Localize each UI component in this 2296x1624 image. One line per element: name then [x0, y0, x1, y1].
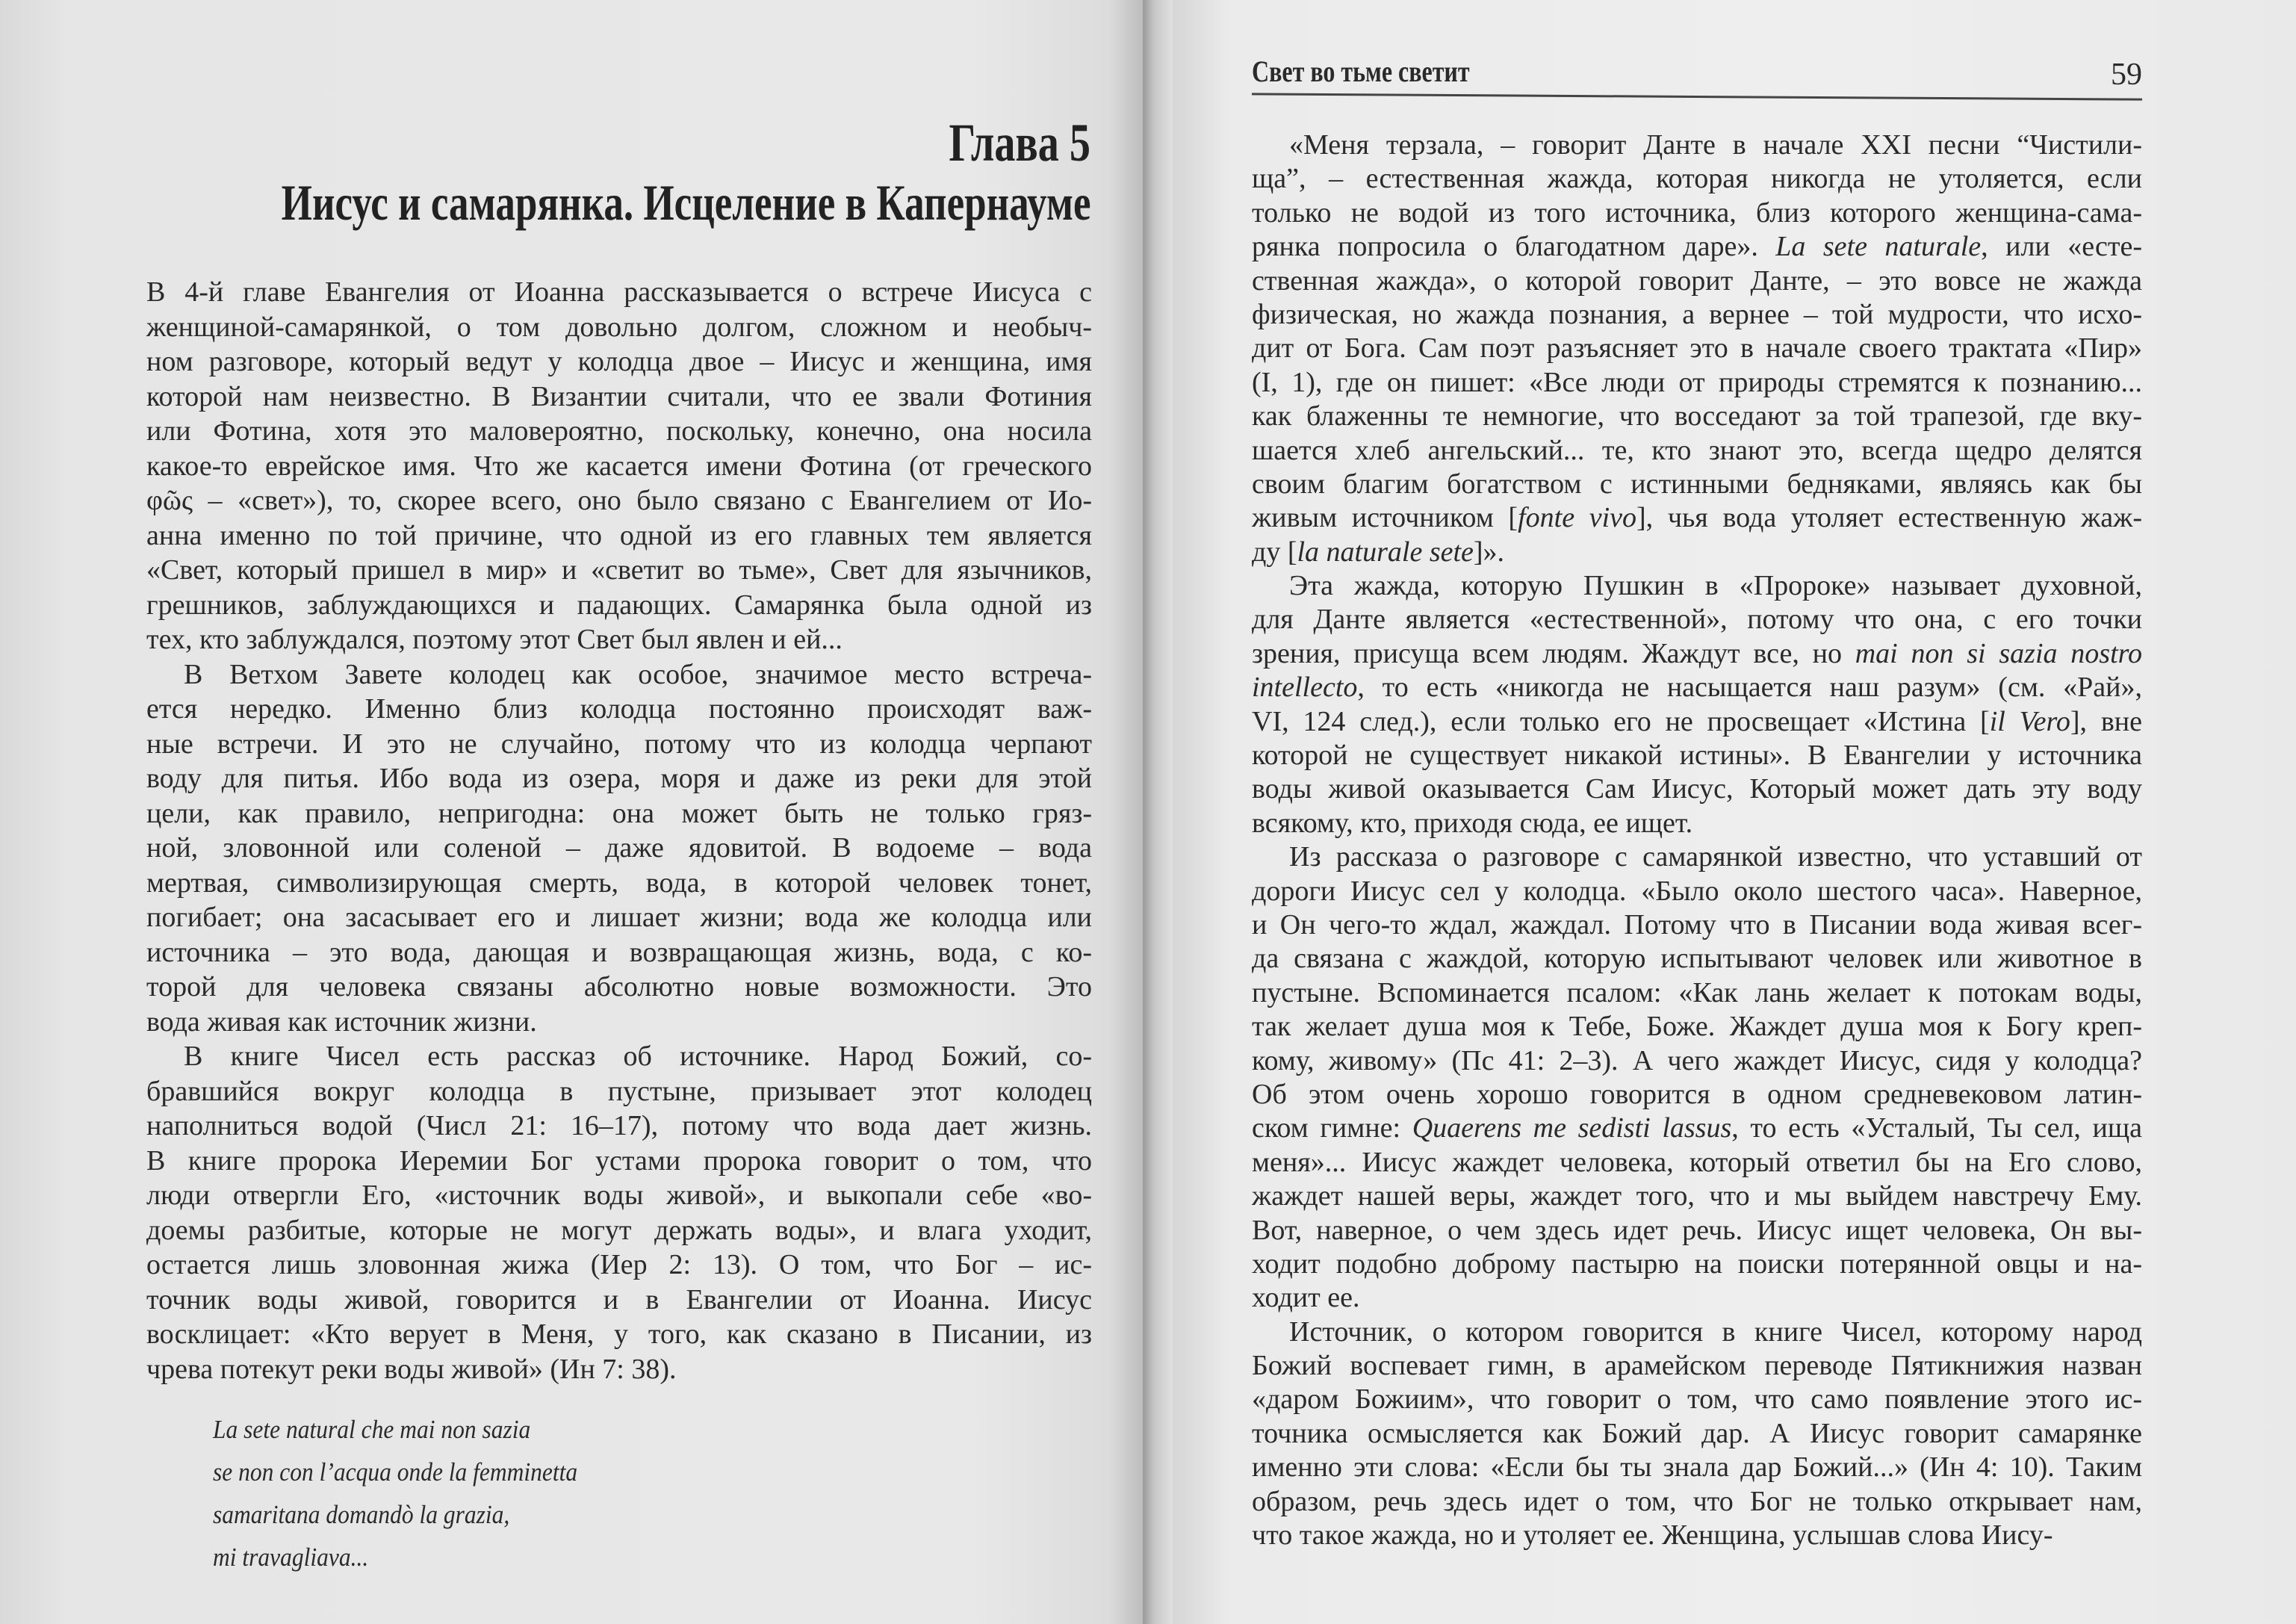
text: живым источником [ — [1252, 502, 1518, 534]
text-line — [146, 866, 1092, 901]
text: ], вне — [2070, 705, 2142, 737]
text-line — [146, 1039, 1092, 1074]
text-line — [1252, 1078, 2142, 1112]
text-line — [1252, 1349, 2142, 1383]
right-page-body — [1252, 128, 2142, 1552]
text-line — [146, 310, 1092, 345]
text: бравшийся вокруг колодца в пустыне, призывает этот колодец — [146, 1075, 1092, 1107]
text: Божий воспевает гимн, в арамейском переводе Пятикнижия назван — [1252, 1350, 2142, 1382]
text: своим благим богатством с истинными бедняками, являясь как бы — [1252, 468, 2142, 500]
text: Источник, о котором говорится в книге Чисел, которому народ — [1289, 1315, 2142, 1348]
page-number: 59 — [2111, 58, 2142, 92]
text: «даром Божиим», что говорит о том, что само появление этого ис- — [1252, 1383, 2142, 1416]
text: анна именно по той причине, что одной из его главных тем является — [146, 519, 1092, 551]
text: ходит ее. — [1252, 1282, 1360, 1314]
text: Об этом очень хорошо говорится в одном средневековом латин- — [1252, 1078, 2142, 1110]
text-line — [1252, 230, 2142, 264]
chapter-number: Глава 5 — [949, 113, 1090, 173]
text: цели, как правило, непригодна: она может быть не только гряз- — [146, 797, 1092, 829]
text: какое-то еврейское имя. Что же касается имени Фотина (от греческого — [146, 450, 1092, 482]
text: , или «есте- — [1981, 231, 2143, 263]
text-line — [146, 935, 1092, 970]
right-page — [1173, 0, 2296, 1624]
text-line — [1252, 400, 2142, 433]
text-line — [1252, 434, 2142, 468]
text-line — [146, 622, 1092, 657]
text: образом, речь здесь идет о том, что Бог не только открывает нам, — [1252, 1485, 2142, 1517]
text: и Он чего-то ждал, жаждал. Потому что в Писании вода живая всег- — [1252, 908, 2142, 940]
text: или Фотина, хотя это маловероятно, поскольку, конечно, она носила — [146, 415, 1092, 447]
text: погибает; она засасывает его и лишает жизни; вода же колодца или — [146, 902, 1092, 933]
text-line — [146, 796, 1092, 831]
text: ду [ — [1252, 536, 1297, 568]
running-head: Свет во тьме светит — [1252, 55, 1470, 88]
text-line — [1252, 603, 2142, 636]
text-line — [1252, 1146, 2142, 1180]
text: именно эти слова: «Если бы ты знала дар Божий...» (Ин 4: 10). Таким — [1252, 1451, 2142, 1484]
italic-text: La sete naturale — [1775, 231, 1982, 263]
text: ном разговоре, который ведут у колодца двое – Иисус и женщина, имя — [146, 346, 1092, 377]
text: ственная жажда», о которой говорит Данте, – это вовсе не жажда — [1252, 264, 2142, 297]
chapter-title: Иисус и самарянка. Исцеление в Капернауме — [281, 174, 1090, 231]
paragraph — [1252, 128, 2142, 569]
paragraph — [146, 657, 1092, 1040]
italic-text: fonte vivo — [1518, 502, 1637, 534]
text-line — [1252, 1417, 2142, 1451]
text-line — [146, 657, 1092, 692]
text-line — [146, 831, 1092, 866]
text: кому, живому» (Пс 41: 2–3). А чего жаждет Иисус, сидя у колодца? — [1252, 1044, 2142, 1076]
text-line — [1252, 1281, 2142, 1315]
text-line — [146, 483, 1092, 518]
text: ]». — [1473, 536, 1505, 568]
text: точник воды живой, говорится и в Евангелии от Иоанна. Иисус — [146, 1283, 1092, 1315]
text-line — [146, 379, 1092, 415]
text: В книге Чисел есть рассказ об источнике. Народ Божий, со- — [184, 1041, 1092, 1072]
text: источника – это вода, дающая и возвращающая жизнь, вода, с ко- — [146, 936, 1092, 968]
text: ском гимне: — [1252, 1112, 1412, 1144]
text: дороги Иисус сел у колодца. «Было около шестого часа». Наверное, — [1252, 875, 2142, 907]
text: рянка попросила о благодатном даре». — [1252, 231, 1776, 263]
text-line — [1252, 536, 2142, 569]
text: воды живой оказывается Сам Иисус, Который может дать эту воду — [1252, 773, 2142, 805]
text: дит от Бога. Сам поэт разъясняет это в начале своего трактата «Пир» — [1252, 332, 2142, 365]
text-line — [1252, 128, 2142, 162]
verse-line: mi travagliava... — [213, 1543, 369, 1572]
text-line — [146, 1283, 1092, 1318]
text-line — [146, 1144, 1092, 1179]
text: наполниться водой (Числ 21: 16–17), потому что вода дает жизнь. — [146, 1110, 1092, 1141]
text: которой не существует никакой истины». В Евангелии у источника — [1252, 740, 2142, 772]
italic-text: il Vero — [1989, 705, 2070, 737]
text-line — [146, 1005, 1092, 1040]
text-line — [1252, 908, 2142, 942]
verse-line: samaritana domandò la grazia, — [213, 1500, 510, 1529]
text-line — [146, 692, 1092, 727]
text: ходит подобно доброму пастырю на поиски потерянной овцы и на- — [1252, 1248, 2142, 1280]
text-line — [146, 553, 1092, 588]
text-line — [146, 1109, 1092, 1144]
book-gutter — [1143, 0, 1173, 1624]
text: тех, кто заблуждался, поэтому этот Свет был явлен и ей... — [146, 624, 843, 655]
text-line — [146, 414, 1092, 449]
text-line — [1252, 705, 2142, 739]
text-line — [1252, 1519, 2142, 1552]
text-line — [1252, 1044, 2142, 1078]
text-line — [146, 1178, 1092, 1213]
text-line — [1252, 468, 2142, 501]
text: которой нам неизвестно. В Византии считали, что ее звали Фотиния — [146, 380, 1092, 412]
text-line — [1252, 739, 2142, 772]
text-line — [1252, 637, 2142, 671]
italian-verse-quote — [213, 1408, 577, 1578]
text-line — [146, 761, 1092, 796]
text: шается хлеб ангельский... те, кто знают это, всегда щедро делятся — [1252, 434, 2142, 466]
text-line — [146, 449, 1092, 484]
text-line — [1252, 366, 2142, 400]
text-line — [1252, 1383, 2142, 1416]
text: женщиной-самарянкой, о том довольно долгом, сложном и необыч- — [146, 311, 1092, 343]
text-line — [1252, 942, 2142, 976]
text: люди отвергли Его, «источник воды живой», и выкопали себе «во- — [146, 1180, 1092, 1211]
text-line — [146, 900, 1092, 935]
text: остается лишь зловонная жижа (Иер 2: 13). О том, что Бог – ис- — [146, 1249, 1092, 1280]
text-line — [1252, 840, 2142, 874]
text-line — [1252, 298, 2142, 332]
text-line — [1252, 671, 2142, 704]
text-line — [1252, 1180, 2142, 1213]
text: доемы разбитые, которые не могут держать воды», и влага уходит, — [146, 1214, 1092, 1246]
italic-text: mai non si sazia nostro — [1855, 637, 2143, 669]
paragraph — [1252, 569, 2142, 840]
text: восклицает: «Кто верует в Меня, у того, как сказано в Писании, из — [146, 1318, 1092, 1350]
text-line — [1252, 772, 2142, 806]
text: ной, зловонной или соленой – даже ядовитой. В водоеме – вода — [146, 832, 1092, 864]
text-line — [1252, 1485, 2142, 1519]
text: как блаженны те немногие, что восседают за той трапезой, где вку- — [1252, 400, 2142, 433]
text-line — [146, 1213, 1092, 1248]
text: зрения, присуща всем людям. Жаждут все, но — [1252, 637, 1855, 669]
left-page-body — [146, 275, 1092, 1386]
text: В Ветхом Завете колодец как особое, значимое место встреча- — [184, 658, 1092, 690]
header-rule — [1252, 93, 2142, 100]
text-line — [1252, 1451, 2142, 1484]
text-line — [1252, 875, 2142, 908]
text: ные встречи. И это не случайно, потому что из колодца черпают — [146, 728, 1092, 760]
text-line — [146, 1248, 1092, 1283]
text-line — [146, 970, 1092, 1005]
italic-text: intellecto — [1252, 672, 1358, 704]
text: чрева потекут реки воды живой» (Ин 7: 38). — [146, 1353, 677, 1385]
paragraph — [146, 1039, 1092, 1386]
paragraph — [1252, 840, 2142, 1315]
italic-text: la naturale sete — [1297, 536, 1474, 568]
text-line — [1252, 569, 2142, 603]
text-line — [1252, 332, 2142, 365]
text: грешников, заблуждающихся и падающих. Самарянка была одной из — [146, 589, 1092, 621]
text: жаждет нашей веры, жаждет того, что и мы выйдем навстречу Ему. — [1252, 1180, 2142, 1212]
text: , то есть «Усталый, Ты сел, ища — [1731, 1112, 2143, 1144]
text: Вот, наверное, о чем здесь идет речь. Иисус ищет человека, Он вы- — [1252, 1214, 2142, 1246]
text: (I, 1), где он пишет: «Все люди от природы стремятся к познанию... — [1252, 366, 2142, 398]
text: только не водой из того источника, близ которого женщина-сама- — [1252, 196, 2142, 229]
italic-text: Quaerens me sedisti lassus — [1412, 1112, 1732, 1144]
text-line — [1252, 264, 2142, 298]
paragraph — [1252, 1315, 2142, 1553]
left-page — [0, 0, 1143, 1624]
text-line — [1252, 162, 2142, 196]
text: ], чья вода утоляет естественную жаж- — [1636, 502, 2142, 534]
text: вода живая как источник жизни. — [146, 1005, 537, 1038]
text-line — [1252, 196, 2142, 230]
text-line — [146, 275, 1092, 310]
text-line — [146, 727, 1092, 762]
text-line — [146, 518, 1092, 554]
text: В книге пророка Иеремии Бог устами пророка говорит о том, что — [146, 1144, 1092, 1177]
text: VI, 124 след.), если только его не просвещает «Истина [ — [1252, 705, 1990, 737]
text-line — [1252, 1214, 2142, 1248]
text-line — [1252, 1112, 2142, 1145]
text-line — [1252, 1010, 2142, 1044]
text: «Свет, который пришел в мир» и «светит во тьме», Свет для язычников, — [146, 554, 1092, 586]
text: точника осмысляется как Божий дар. А Иисус говорит самарянке — [1252, 1417, 2142, 1449]
paragraph — [146, 275, 1092, 657]
text: Эта жажда, которую Пушкин в «Пророке» называет духовной, — [1289, 570, 2142, 602]
text-line — [146, 344, 1092, 379]
text: воду для питья. Ибо вода из озера, моря и даже из реки для этой — [146, 763, 1092, 794]
text-line — [146, 1074, 1092, 1109]
text: , то есть «никогда не насыщается наш разум» (см. «Рай», — [1357, 672, 2142, 704]
text-line — [146, 1352, 1092, 1387]
verse-line: se non con l’acqua onde la femminetta — [213, 1457, 578, 1487]
text: ща”, – естественная жажда, которая никогда не утоляется, если — [1252, 163, 2142, 195]
text-line — [1252, 501, 2142, 535]
text-line — [146, 1317, 1092, 1352]
verse-line: La sete natural che mai non sazia — [213, 1415, 531, 1444]
text: всякому, кто, приходя сюда, ее ищет. — [1252, 807, 1693, 839]
text: φῶς – «свет»), то, скорее всего, оно было связано с Евангелием от Ио- — [146, 485, 1092, 516]
text: ется нередко. Именно близ колодца постоянно происходят важ- — [146, 693, 1092, 725]
text-line — [1252, 1315, 2142, 1349]
text: Из рассказа о разговоре с самарянкой известно, что уставший от — [1289, 841, 2142, 873]
text-line — [1252, 976, 2142, 1010]
text: физическая, но жажда познания, а вернее – той мудрости, что исхо- — [1252, 298, 2142, 330]
text: «Меня терзала, – говорит Данте в начале XXI песни “Чистили- — [1289, 129, 2142, 161]
text: пустыне. Вспоминается псалом: «Как лань желает к потокам воды, — [1252, 976, 2142, 1008]
text: что такое жажда, но и утоляет ее. Женщина, услышав слова Иису- — [1252, 1519, 2053, 1552]
text-line — [1252, 1248, 2142, 1281]
text-line — [146, 588, 1092, 623]
text: так желает душа моя к Тебе, Боже. Жаждет душа моя к Богу креп- — [1252, 1011, 2142, 1043]
text: мертвая, символизирующая смерть, вода, в которой человек тонет, — [146, 867, 1092, 899]
text: меня»... Иисус жаждет человека, который ответил бы на Его слово, — [1252, 1146, 2142, 1178]
text-line — [1252, 807, 2142, 840]
text: торой для человека связаны абсолютно новые возможности. Это — [146, 971, 1092, 1002]
text: да связана с жаждой, которую испытывают человек или животное в — [1252, 943, 2142, 975]
text: для Данте является «естественной», потому что она, с его точки — [1252, 604, 2142, 636]
text: В 4-й главе Евангелия от Иоанна рассказывается о встрече Иисуса с — [146, 276, 1092, 308]
